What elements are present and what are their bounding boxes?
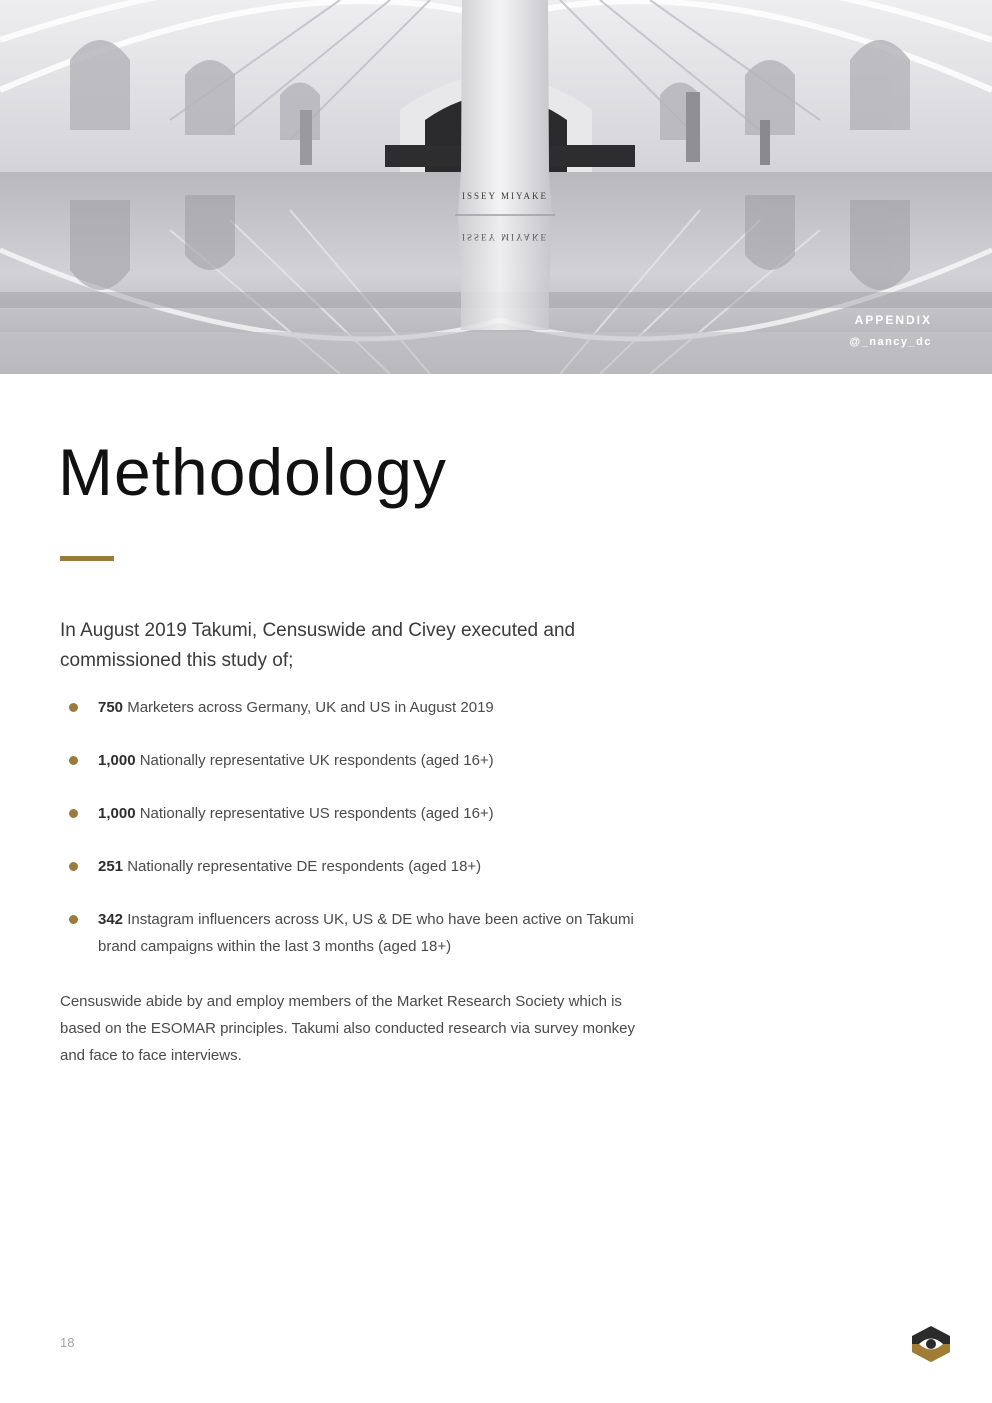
list-item [60, 906, 640, 960]
hero-image [0, 0, 992, 374]
list-item-text: Marketers across Germany, UK and US in August 2019 [127, 699, 494, 716]
list-item [60, 747, 640, 774]
list-item-text: Nationally representative UK respondents (aged 16+) [139, 752, 494, 769]
list-item-count: 1,000 [98, 752, 136, 769]
list-item-count: 750 [98, 699, 124, 716]
bottle-brand-reflection-text: ISSEY MIYAKE [462, 232, 548, 242]
list-item-count: 342 [98, 911, 124, 928]
list-item-count: 251 [98, 858, 124, 875]
list-item-count: 1,000 [98, 805, 136, 822]
title-underline [60, 556, 114, 561]
list-item-text: Nationally representative US respondents (aged 16+) [139, 805, 494, 822]
page-number: 18 [60, 1335, 75, 1350]
bottle-brand-text: ISSEY MIYAKE [462, 191, 548, 201]
bullet-dot-icon [69, 915, 78, 924]
takumi-logo-icon [910, 1325, 952, 1363]
list-item [60, 853, 640, 880]
intro-paragraph: In August 2019 Takumi, Censuswide and Civey executed and commissioned this study of; [60, 620, 576, 671]
photo-credit: @_nancy_dc [849, 336, 932, 348]
list-item [60, 694, 640, 721]
bullet-dot-icon [69, 809, 78, 818]
list-item [60, 800, 640, 827]
list-item-text: Nationally representative DE respondents (aged 18+) [127, 858, 482, 875]
page-title: Methodology [58, 435, 447, 509]
bullet-dot-icon [69, 703, 78, 712]
section-label: APPENDIX [854, 313, 932, 327]
study-sample-list [60, 694, 640, 960]
bullet-dot-icon [69, 756, 78, 765]
gallery-hall-illustration [0, 0, 992, 374]
methodology-note: Censuswide abide by and employ members of the Market Research Society which is based on the ESOMAR principles. Takumi also conducted research via survey monkey and face to face interviews. [60, 993, 636, 1064]
bullet-dot-icon [69, 862, 78, 871]
list-item-text: Instagram influencers across UK, US & DE who have been active on Takumi brand campaigns within the last 3 months (aged 18+) [98, 911, 634, 955]
